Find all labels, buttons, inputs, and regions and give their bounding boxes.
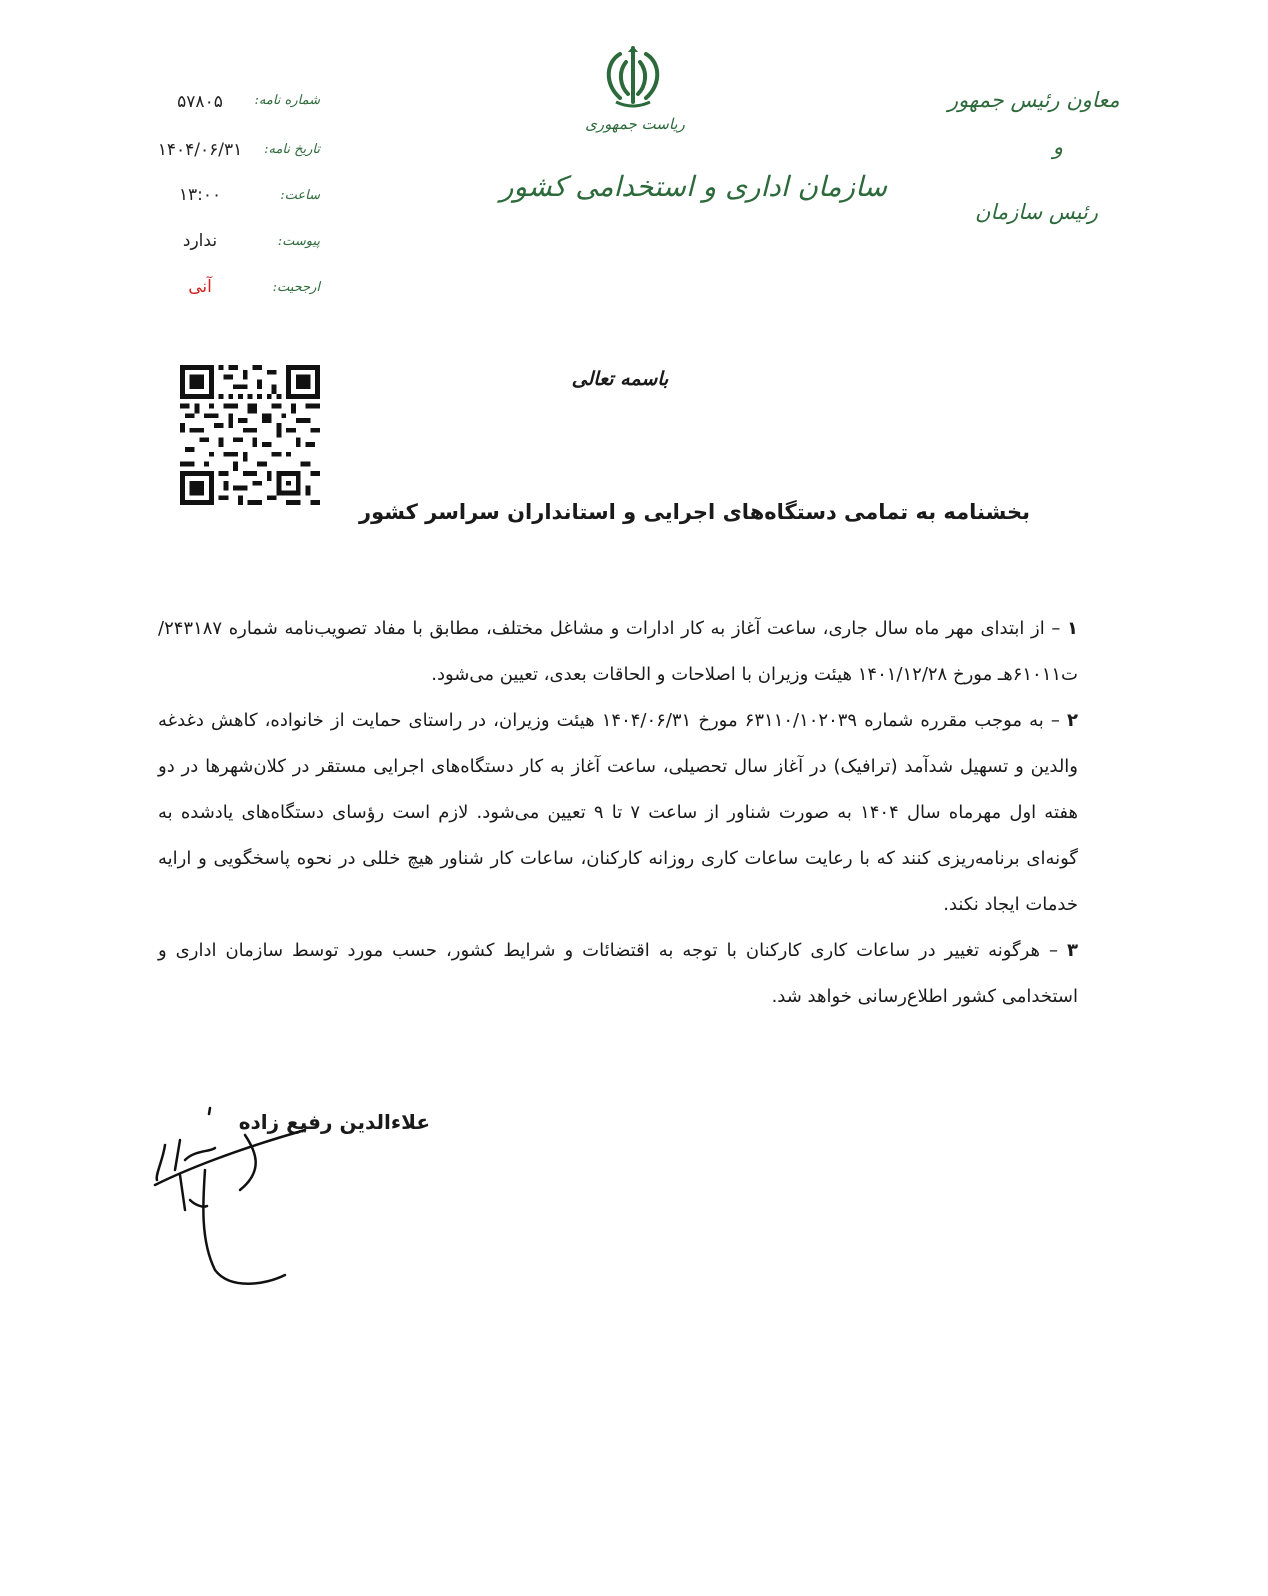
list-item [158, 698, 1078, 928]
letter-number-label: شماره نامه: [254, 93, 320, 108]
circular-heading: بخشنامه به تمامی دستگاه‌های اجرایی و استانداران سراسر کشور [359, 500, 1030, 524]
basmala: باسمه تعالی [571, 368, 669, 390]
organization-name: سازمان اداری و استخدامی کشور [500, 170, 888, 203]
vp-title-line2: رئیس سازمان [975, 200, 1098, 224]
item-text: – به موجب مقرره شماره ۶۳۱۱۰/۱۰۲۰۳۹ مورخ ۱۴۰۴/۰۶/۳۱ هیئت وزیران، در راستای حمایت از خانواده، کاهش دغدغه والدین و تسهیل شدآمد (ترافیک) در آغاز سال تحصیلی، ساعت آغاز به کار دستگاه‌های اجرایی مستقر در کلان‌شهرها در دو هفته اول مهرماه سال ۱۴۰۴ به صورت شناور از ساعت ۷ تا ۹ تعیین می‌شود. لازم است رؤسای دستگاه‌های یادشده به گونه‌ای برنامه‌ریزی کنند که با رعایت ساعات کاری روزانه کارکنان، ساعات کار شناور هیچ خللی در نحوه پاسخگویی و ارایه خدمات ایجاد نکند. [158, 710, 1078, 915]
priority-value: آنی [188, 277, 212, 297]
circular-body [158, 606, 1078, 1020]
letter-date-label: تاریخ نامه: [264, 142, 320, 157]
list-item [158, 606, 1078, 698]
letter-time-label: ساعت: [280, 188, 320, 203]
letter-time-value: ۱۳:۰۰ [178, 185, 222, 205]
attachment-value: ندارد [182, 231, 218, 251]
item-number: ۱ [1067, 618, 1078, 639]
presidency-label: ریاست جمهوری [585, 115, 685, 133]
signature [145, 1100, 315, 1300]
item-number: ۳ [1067, 940, 1078, 961]
item-number: ۲ [1066, 710, 1078, 731]
priority-label: ارجحیت: [272, 280, 320, 295]
item-text: – هرگونه تغییر در ساعات کاری کارکنان با توجه به اقتضائات و شرایط کشور، حسب مورد توسط سازمان اداری و استخدامی کشور اطلاع‌رسانی خواهد شد. [158, 940, 1078, 1007]
letter-number-value: ۵۷۸۰۵ [177, 92, 223, 112]
letter-date-value: ۱۴۰۴/۰۶/۳۱ [157, 140, 243, 160]
item-text: – از ابتدای مهر ماه سال جاری، ساعت آغاز به کار ادارات و مشاغل مختلف، مطابق با مفاد تصویب‌نامه شماره ۲۴۳۱۸۷/ت۶۱۰۱۱هـ مورخ ۱۴۰۱/۱۲/۲۸ هیئت وزیران با اصلاحات و الحاقات بعدی، تعیین می‌شود. [158, 618, 1078, 685]
qr-code [180, 365, 320, 505]
iran-emblem-icon [598, 44, 668, 110]
vp-title-line1: معاون رئیس جمهور [948, 88, 1120, 112]
signer-name: علاءالدین رفیع زاده [238, 1110, 430, 1134]
vp-title-conjunction: و [1052, 135, 1064, 159]
attachment-label: پیوست: [277, 234, 320, 249]
list-item [158, 928, 1078, 1020]
